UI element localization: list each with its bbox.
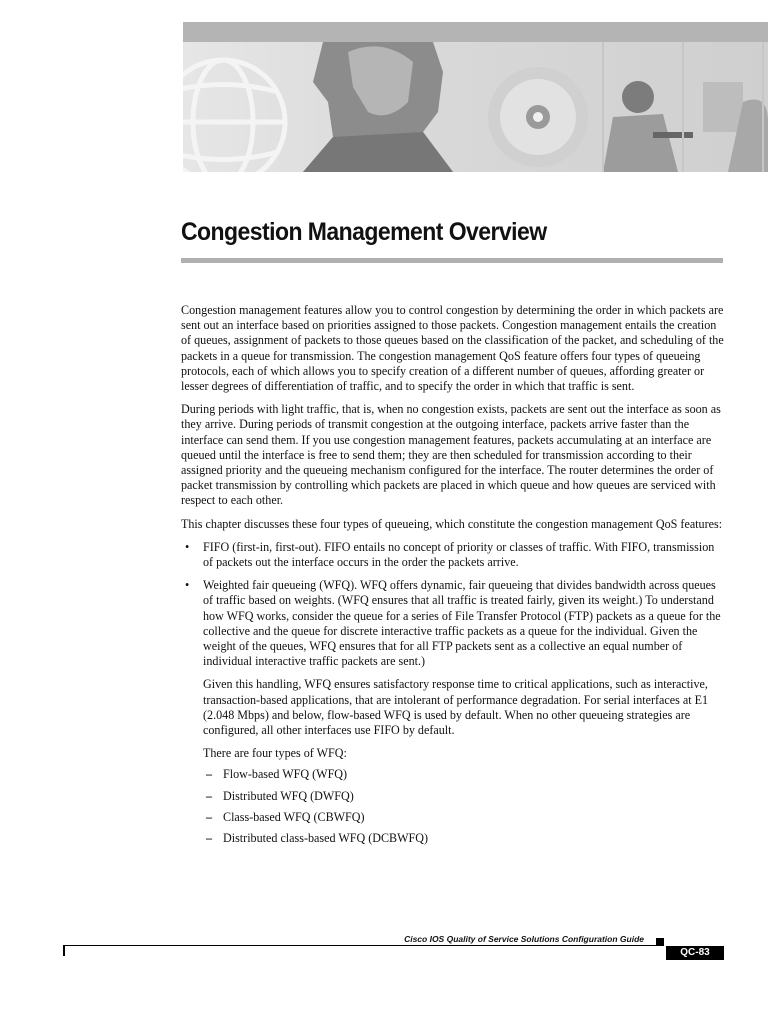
light-traffic-paragraph: During periods with light traffic, that is, when no congestion exists, packets are sent out the interface as soon as they arrive. During periods of transmit congestion at the outgoing interface, packets arrive faster than the interface can send them. If you use congestion management features, packets accumulating at an interface are queued until the interface is free to send them; they are then scheduled for transmission according to their assigned priority and the queueing mechanism configured for the interface. The router determines the order of packet transmission by controlling which packets are placed in which queue and how queues are serviced with respect to each other. — [181, 402, 721, 508]
wfq-types-list — [203, 767, 724, 846]
title-underline — [181, 258, 723, 263]
wfq-text: Weighted fair queueing (WFQ). WFQ offers dynamic, fair queueing that divides bandwidth across queues of traffic based on weights. (WFQ ensures that all traffic is treated fairly, given its weight.) To understand how WFQ works, consider the queue for a series of File Transfer Protocol (FTP) packets as a queue for the collective and the queue for discrete interactive traffic packets as a queue for the individual. Given the weight of the queues, WFQ ensures that for all FTP packets sent as a collective an equal number of individual interactive traffic packets are sent.) — [203, 578, 721, 669]
header-banner — [183, 22, 768, 172]
list-item-wfq — [181, 578, 724, 846]
dash-icon: – — [206, 831, 213, 846]
page-number-badge: QC-83 — [666, 946, 724, 960]
queueing-types-list — [181, 540, 724, 846]
wfq-handling-paragraph: Given this handling, WFQ ensures satisfactory response time to critical applications, such as interactive, transaction-based applications, that are intolerant of performance degradation. For serial interfaces at E1 (2.048 Mbps) and below, flow-based WFQ is used by default. When no other queueing strategies are configured, all other interfaces use FIFO by default. — [203, 677, 709, 738]
footer-rule — [63, 945, 663, 946]
banner-top-bar — [183, 22, 768, 42]
bullet-icon: • — [185, 578, 190, 593]
dash-icon: – — [206, 767, 213, 782]
wfq-type-label: Flow-based WFQ (WFQ) — [223, 767, 348, 782]
wfq-types-intro: There are four types of WFQ: — [203, 746, 347, 761]
people-working-photo-banner-icon — [183, 42, 768, 172]
intro-paragraph: Congestion management features allow you to control congestion by determining the order in which packets are sent out an interface based on priorities assigned to those packets. Congestion management entails the creation of queues, assignment of packets to those queues based on the classification of the packet, and scheduling of the packets in a queue for transmission. The congestion management QoS feature offers four types of queueing protocols, each of which allows you to specify creation of a different number of queues, affording greater or lesser degrees of differentiation of traffic, and to specify the order in which that traffic is sent. — [181, 303, 724, 394]
dash-icon: – — [206, 809, 213, 824]
chapter-scope-paragraph: This chapter discusses these four types of queueing, which constitute the congestion management QoS features: — [181, 516, 723, 531]
bullet-icon: • — [185, 539, 190, 554]
list-item-class-based-wfq — [203, 810, 724, 825]
wfq-type-label: Distributed WFQ (DWFQ) — [223, 788, 354, 803]
footer-left-tick — [63, 945, 65, 956]
list-item-flow-based-wfq — [203, 767, 724, 782]
page-title: Congestion Management Overview — [181, 218, 547, 246]
wfq-type-label: Class-based WFQ (CBWFQ) — [223, 809, 365, 824]
footer-guide-title: Cisco IOS Quality of Service Solutions Configuration Guide — [404, 934, 644, 944]
list-item-distributed-class-based-wfq — [203, 831, 724, 846]
dash-icon: – — [206, 788, 213, 803]
fifo-text: FIFO (first-in, first-out). FIFO entails no concept of priority or classes of traffic. With FIFO, transmission of packets out the interface occurs in the order the packets arrive. — [203, 539, 715, 570]
list-item-distributed-wfq — [203, 789, 724, 804]
wfq-type-label: Distributed class-based WFQ (DCBWFQ) — [223, 831, 429, 846]
main-content — [181, 303, 724, 854]
list-item-fifo — [181, 540, 724, 570]
